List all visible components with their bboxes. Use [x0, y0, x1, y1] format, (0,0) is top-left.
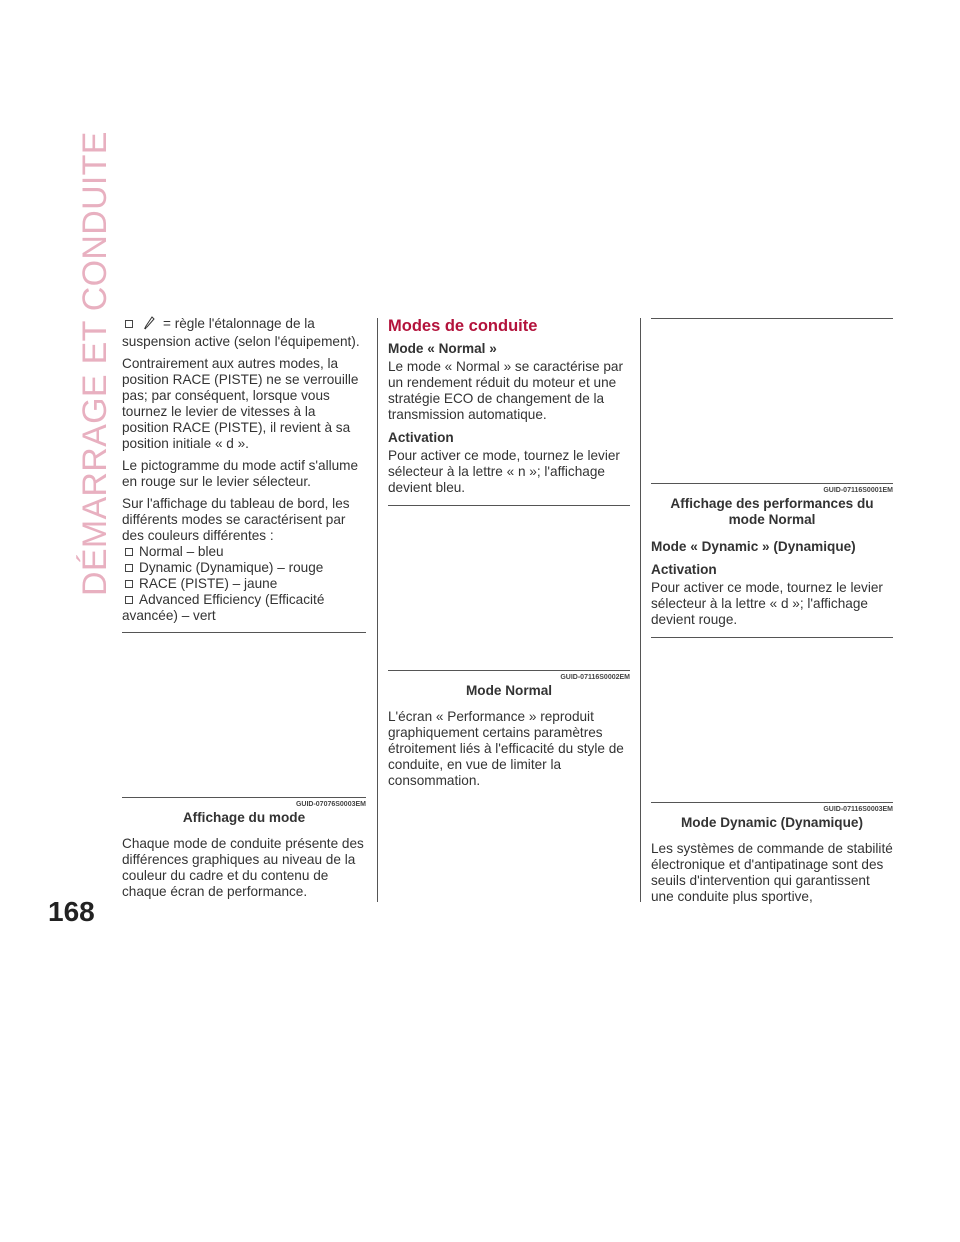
paragraph: Le pictogramme du mode actif s'allume en rouge sur le levier sélecteur. — [122, 458, 359, 489]
column-divider-2 — [640, 318, 641, 902]
bullet-box-icon — [125, 320, 133, 328]
paragraph: Les systèmes de commande de stabilité électronique et d'antipatinage sont des seuils d'intervention qui garantissent une conduite plus sportive, — [651, 841, 893, 904]
subheading: Mode « Normal » — [388, 341, 497, 356]
column-3 — [651, 316, 893, 911]
paragraph: Pour activer ce mode, tournez le levier sélecteur à la lettre « n »; l'affichage devient bleu. — [388, 448, 620, 495]
paragraph: Pour activer ce mode, tournez le levier sélecteur à la lettre « d »; l'affichage devient rouge. — [651, 580, 883, 627]
figure-code: GUID-07076S0003EM — [295, 801, 366, 808]
bullet-text: = règle l'étalonnage de la — [163, 316, 315, 331]
paragraph: Chaque mode de conduite présente des différences graphiques au niveau de la couleur du cadre et du contenu de chaque écran de performance. — [122, 836, 364, 899]
figure-caption: Mode Normal — [465, 683, 553, 698]
subheading: Mode « Dynamic » (Dynamique) — [651, 539, 856, 554]
column-1 — [122, 316, 366, 906]
figure-bottom-rule — [388, 670, 630, 671]
paragraph: Contrairement aux autres modes, la position RACE (PISTE) ne se verrouille pas; par conséquent, lorsque vous tournez le levier de vitesses à la position RACE (PISTE), il revient à sa position initiale « d ». — [122, 356, 359, 451]
figure-caption: Mode Dynamic (Dynamique) — [680, 815, 864, 830]
figure-code: GUID-07116S0002EM — [560, 674, 630, 681]
page-number: 168 — [48, 896, 95, 927]
list-item-text-continued: avancée) – vert — [122, 608, 216, 623]
paragraph: Le mode « Normal » se caractérise par un rendement réduit du moteur et une stratégie ECO de changement de la transmission automatique. — [388, 359, 623, 422]
figure-code: GUID-07116S0001EM — [823, 487, 893, 494]
list-item — [122, 576, 366, 592]
figure-placeholder — [651, 319, 893, 483]
list-item-text: Advanced Efficiency (Efficacité — [139, 592, 325, 607]
figure-placeholder — [651, 638, 893, 802]
subheading: Activation — [388, 430, 454, 445]
list-item-text: RACE (PISTE) – jaune — [139, 576, 278, 591]
figure-code: GUID-07116S0003EM — [823, 806, 893, 813]
column-2 — [388, 316, 630, 795]
paragraph: L'écran « Performance » reproduit graphiquement certains paramètres étroitement liés à l'efficacité du style de conduite, en vue de limiter la consommation. — [388, 709, 624, 788]
bullet-box-icon — [125, 548, 133, 556]
bullet-box-icon — [125, 596, 133, 604]
list-item — [122, 592, 366, 608]
column-divider-1 — [377, 318, 378, 902]
chapter-sidebar-title: DÉMARRAGE ET CONDUITE — [76, 131, 114, 596]
subheading: Activation — [651, 562, 717, 577]
figure-caption: Affichage du mode — [182, 810, 306, 825]
bullet-box-icon — [125, 580, 133, 588]
paragraph: Sur l'affichage du tableau de bord, les différents modes se caractérisent par des couleurs différentes : — [122, 496, 350, 543]
section-title: Modes de conduite — [388, 317, 538, 335]
figure-placeholder — [122, 633, 366, 797]
pen-icon — [143, 316, 157, 334]
figure-bottom-rule — [651, 802, 893, 803]
figure-placeholder — [388, 506, 630, 670]
list-item — [122, 560, 366, 576]
list-item-text: Dynamic (Dynamique) – rouge — [139, 560, 324, 575]
bullet-box-icon — [125, 564, 133, 572]
list-item — [122, 316, 366, 334]
figure-bottom-rule — [651, 483, 893, 484]
bullet-text-continued: suspension active (selon l'équipement). — [122, 334, 360, 349]
list-item — [122, 544, 366, 560]
figure-caption: Affichage des performances du mode Normal — [670, 496, 874, 527]
figure-bottom-rule — [122, 797, 366, 798]
list-item-text: Normal – bleu — [139, 544, 224, 559]
